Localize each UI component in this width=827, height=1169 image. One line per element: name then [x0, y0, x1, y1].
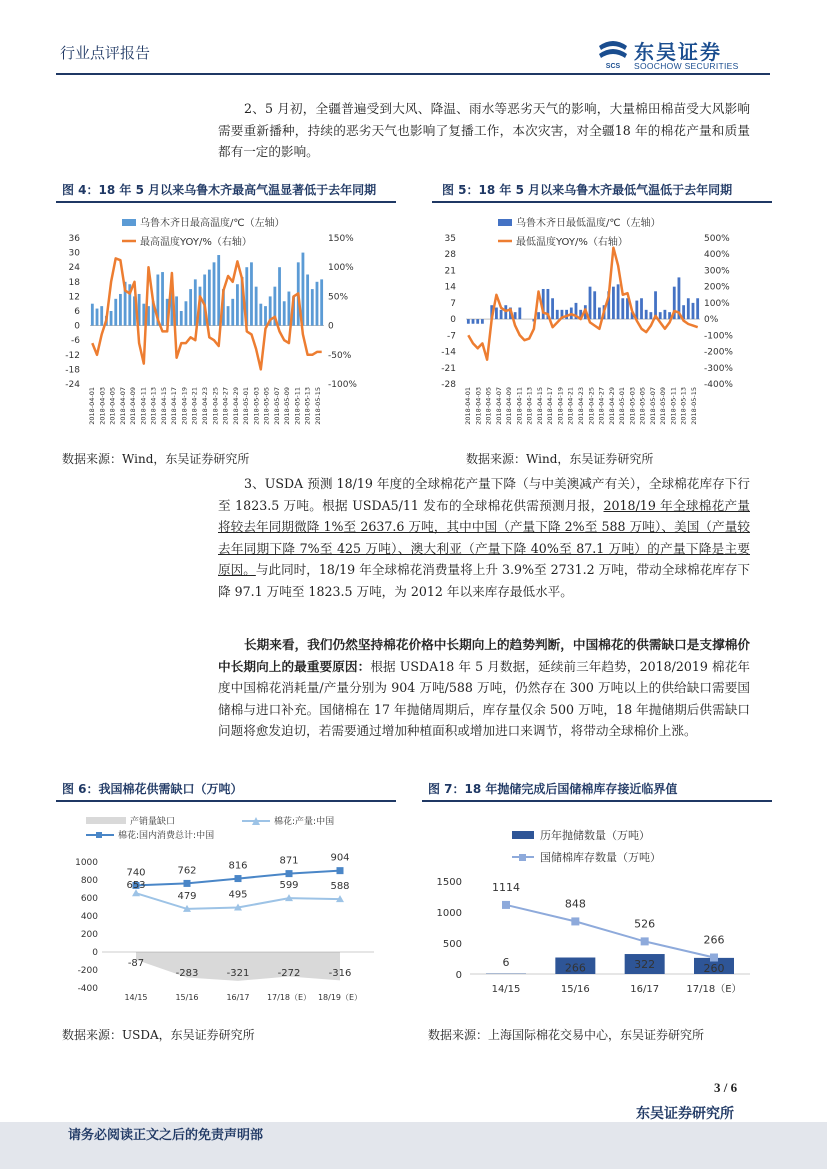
fig4-legend-bar-label: 乌鲁木齐日最高温度/℃（左轴）: [140, 218, 285, 229]
fig4-y-right-tick: 50%: [328, 292, 349, 303]
fig5-bar: [612, 287, 615, 319]
fig4-bar: [255, 287, 258, 326]
fig4-x-tick: 2018-04-27: [221, 387, 230, 425]
fig4-y-left-tick: 24: [68, 263, 80, 274]
fig7-legend-line-marker: [519, 854, 526, 861]
fig4-y-left-tick: -12: [65, 350, 80, 361]
fig7-bar-label: 266: [564, 961, 586, 975]
figure-6-title-rule: [56, 800, 396, 802]
paragraph-weather: [218, 98, 750, 163]
fig7-stock-label: 1114: [492, 880, 520, 894]
fig6-y-tick: 600: [80, 894, 98, 904]
fig4-y-left-tick: -6: [71, 336, 80, 347]
fig7-y-tick: 1500: [436, 877, 462, 888]
fig4-x-tick: 2018-04-13: [149, 387, 158, 425]
fig5-y-right-tick: 400%: [704, 250, 730, 261]
fig5-bar: [696, 298, 699, 319]
figure-5-title-rule: [432, 201, 772, 203]
logo-english: SOOCHOW SECURITIES: [634, 61, 739, 71]
fig5-bar: [593, 291, 596, 319]
fig4-bar: [189, 289, 192, 326]
fig5-legend-bar-swatch: [498, 219, 512, 226]
fig5-x-tick: 2018-05-05: [638, 387, 647, 425]
fig4-bar: [320, 279, 323, 325]
fig5-bar: [589, 287, 592, 319]
fig6-y-tick: -200: [77, 966, 98, 976]
fig6-gap-label: -272: [277, 968, 301, 979]
figure-5-title: 图 5：18 年 5 月以来乌鲁木齐最低气温低于去年同期: [442, 183, 733, 197]
fig5-y-left-tick: 35: [444, 234, 456, 244]
fig6-x-tick: 18/19（E）: [317, 993, 363, 1002]
fig5-bar: [649, 312, 652, 319]
fig4-x-tick: 2018-05-03: [252, 387, 261, 425]
fig4-bar: [161, 272, 164, 326]
fig4-bar: [278, 267, 281, 325]
footer-disclaimer: 请务必阅读正文之后的免责声明部: [68, 1128, 264, 1143]
figure-4-chart: [56, 206, 396, 441]
figure-5-chart: [432, 206, 772, 441]
figure-4-title: 图 4：18 年 5 月以来乌鲁木齐最高气温显著低于去年同期: [62, 183, 377, 197]
fig6-gap-label: -316: [328, 968, 352, 979]
fig4-y-right-tick: 0: [328, 321, 334, 332]
fig4-y-right-tick: 150%: [328, 234, 354, 244]
fig5-x-tick: 2018-04-03: [474, 387, 483, 425]
fig7-x-tick: 17/18（E）: [686, 984, 742, 995]
fig4-x-tick: 2018-04-07: [118, 387, 127, 425]
fig5-x-tick: 2018-05-11: [669, 387, 678, 425]
fig5-bar: [598, 308, 601, 320]
fig4-x-tick: 2018-04-05: [108, 387, 117, 425]
fig4-bar: [91, 304, 94, 326]
fig7-bar-label: 6: [502, 956, 510, 969]
fig5-x-tick: 2018-05-15: [690, 387, 698, 425]
logo-chinese: 东吴证券: [634, 40, 722, 64]
fig6-consumption-label: 871: [279, 855, 299, 867]
fig5-bar: [472, 319, 475, 324]
fig6-production-label: 588: [330, 881, 350, 893]
fig4-bar: [110, 311, 113, 326]
fig7-x-tick: 16/17: [630, 984, 660, 995]
fig5-bar: [640, 298, 643, 319]
fig4-bar: [227, 306, 230, 325]
fig6-gap-label: -321: [226, 968, 250, 979]
fig6-consumption-marker: [337, 867, 344, 874]
fig5-x-tick: 2018-05-03: [628, 387, 637, 425]
fig4-x-tick: 2018-05-13: [303, 387, 312, 425]
figure-4-source: 数据来源：Wind，东吴证券研究所: [62, 452, 250, 466]
fig4-bar: [114, 299, 117, 326]
fig7-stock-label: 266: [703, 933, 725, 947]
fig5-y-left-tick: 0: [450, 315, 456, 326]
fig4-bar: [213, 262, 216, 325]
fig4-bar: [316, 282, 319, 326]
fig6-x-tick: 14/15: [124, 993, 148, 1002]
fig5-x-tick: 2018-04-07: [494, 387, 503, 425]
fig5-legend-bar-label: 乌鲁木齐日最低温度/℃（左轴）: [516, 218, 661, 229]
fig7-stock-label: 848: [564, 897, 586, 911]
fig7-y-tick: 1000: [436, 908, 462, 919]
fig5-x-tick: 2018-04-19: [556, 387, 565, 425]
fig4-bar: [185, 301, 188, 325]
fig5-x-tick: 2018-04-01: [464, 387, 472, 425]
fig5-bar: [476, 319, 479, 324]
fig4-x-tick: 2018-05-11: [293, 387, 302, 425]
paragraph-usda-underlined: 2018/19 年全球棉花产量将较去年同期微降 1%至 2637.6 万吨，其中中国（产量下降 2%至 588 万吨）、美国（产量较去年同期下降 7%至 425 万吨）、澳大利亚（产量下降 40%至 87.1 万吨）的产量下降是主要原因。: [218, 497, 750, 577]
fig4-bar: [287, 292, 290, 326]
fig5-legend-line-label: 最低温度YOY/%（右轴）: [516, 237, 628, 248]
fig7-x-tick: 15/16: [560, 984, 590, 995]
fig4-bar: [236, 284, 239, 325]
fig6-y-tick: 1000: [75, 858, 98, 868]
fig5-y-right-tick: 0%: [704, 315, 719, 326]
fig5-bar: [687, 298, 690, 319]
fig6-consumption-marker: [235, 875, 242, 882]
fig5-y-right-tick: 300%: [704, 266, 730, 277]
fig4-y-left-tick: 18: [68, 277, 80, 288]
fig4-bar: [311, 289, 314, 326]
fig6-gap-label: -283: [175, 968, 199, 979]
figure-7-chart: [422, 806, 772, 1016]
figure-6-chart: [56, 806, 396, 1016]
fig4-bar: [250, 262, 253, 325]
company-logo: [596, 36, 766, 72]
fig4-bar: [306, 275, 309, 326]
fig5-y-left-tick: 7: [450, 298, 456, 309]
fig5-y-right-tick: -300%: [704, 363, 733, 374]
fig5-y-right-tick: 500%: [704, 234, 730, 244]
fig4-x-tick: 2018-04-09: [129, 387, 138, 425]
fig4-x-tick: 2018-04-29: [231, 387, 240, 425]
paragraph-usda-tail: 与此同时，18/19 年全球棉花消费量将上升 3.9%至 2731.2 万吨，带动全球棉花库存下降 97.1 万吨至 1823.5 万吨，为 2012 年以来库存最低水平。: [218, 562, 751, 599]
fig5-bar: [692, 303, 695, 319]
fig5-y-left-tick: -7: [447, 331, 456, 342]
fig4-bar: [208, 270, 211, 326]
fig6-legend-production-label: 棉花:产量:中国: [274, 817, 335, 827]
fig5-x-tick: 2018-04-13: [525, 387, 534, 425]
fig5-yoy-line: [468, 248, 697, 360]
fig7-bar-label: 322: [634, 958, 656, 972]
fig4-bar: [259, 304, 262, 326]
fig6-production-label: 653: [126, 880, 146, 892]
fig6-legend-gap-label: 产销量缺口: [130, 817, 176, 827]
fig5-x-tick: 2018-04-27: [597, 387, 606, 425]
fig4-x-tick: 2018-04-23: [201, 387, 209, 425]
fig6-legend-consumption-label: 棉花:国内消费总计:中国: [118, 831, 215, 841]
fig5-x-tick: 2018-04-29: [607, 387, 616, 425]
fig4-x-tick: 2018-04-15: [159, 387, 168, 425]
figure-4-title-rule: [56, 201, 396, 203]
report-type: 行业点评报告: [60, 44, 151, 62]
paragraph-outlook: [218, 634, 750, 742]
figure-6-title: 图 6：我国棉花供需缺口（万吨）: [62, 782, 243, 796]
fig7-stock-marker: [641, 937, 649, 945]
fig5-bar: [663, 310, 666, 319]
fig5-y-left-tick: 14: [444, 282, 456, 293]
fig5-bar: [659, 312, 662, 319]
fig5-x-tick: 2018-04-23: [577, 387, 585, 425]
fig4-bar: [217, 255, 220, 326]
fig5-x-tick: 2018-04-09: [505, 387, 514, 425]
fig4-bar: [100, 306, 103, 325]
fig5-x-tick: 2018-04-21: [566, 387, 575, 425]
fig5-y-right-tick: 200%: [704, 282, 730, 293]
fig7-stock-marker: [571, 917, 579, 925]
fig4-y-left-tick: -24: [65, 380, 80, 390]
fig4-x-tick: 2018-04-17: [170, 387, 179, 425]
fig4-legend-bar-swatch: [122, 219, 136, 226]
paragraph-usda: [218, 473, 750, 602]
fig4-x-tick: 2018-04-19: [180, 387, 189, 425]
fig7-legend-bar-swatch: [512, 831, 534, 839]
fig7-stock-marker: [710, 954, 718, 962]
fig4-x-tick: 2018-05-07: [272, 387, 281, 425]
fig5-x-tick: 2018-04-25: [587, 387, 596, 425]
fig4-bar: [231, 299, 234, 326]
figure-5-source: 数据来源：Wind，东吴证券研究所: [466, 452, 654, 466]
fig5-bar: [537, 312, 540, 319]
paragraph-usda-lead: 3、USDA 预测 18/19 年度的全球棉花产量下降（与中美澳减产有关），全球棉花库存下行至 1823.5 万吨。根据 USDA5/11 发布的全球棉花供需预测月报，: [218, 476, 750, 513]
fig7-x-tick: 14/15: [491, 984, 521, 995]
fig6-consumption-label: 740: [126, 867, 146, 879]
fig4-x-tick: 2018-04-25: [211, 387, 220, 425]
fig6-consumption-label: 762: [177, 865, 197, 877]
fig5-x-tick: 2018-05-13: [679, 387, 688, 425]
fig6-gap-label: -87: [127, 958, 145, 969]
footer-organization: 东吴证券研究所: [636, 1106, 734, 1122]
fig7-bar-label: 260: [703, 961, 725, 975]
fig4-bar: [283, 301, 286, 325]
fig5-bar: [467, 319, 470, 324]
fig5-y-left-tick: -21: [441, 363, 456, 374]
fig4-y-left-tick: 0: [74, 321, 80, 332]
fig4-y-left-tick: 30: [68, 248, 80, 259]
fig7-stock-label: 526: [634, 917, 656, 931]
fig6-x-tick: 16/17: [226, 993, 250, 1002]
fig6-y-tick: -400: [77, 984, 98, 994]
fig4-x-tick: 2018-05-05: [262, 387, 271, 425]
fig7-y-tick: 500: [442, 939, 462, 950]
fig6-y-tick: 200: [80, 930, 98, 940]
fig7-stock-line: [506, 905, 714, 958]
fig4-x-tick: 2018-04-03: [98, 387, 107, 425]
fig5-x-tick: 2018-04-15: [535, 387, 544, 425]
fig6-consumption-marker: [184, 880, 191, 887]
fig6-x-tick: 17/18（E）: [266, 993, 312, 1002]
fig5-bar: [495, 308, 498, 320]
figure-7-title: 图 7：18 年抛储完成后国储棉库存接近临界值: [428, 782, 678, 796]
fig6-production-label: 599: [279, 880, 299, 892]
fig6-production-label: 495: [228, 889, 248, 901]
logo-mark-icon: [596, 36, 630, 70]
fig4-x-tick: 2018-05-09: [283, 387, 292, 425]
fig5-y-right-tick: -400%: [704, 380, 733, 390]
fig4-x-tick: 2018-04-11: [139, 387, 148, 425]
figure-7-source: 数据来源：上海国际棉花交易中心，东吴证券研究所: [428, 1028, 705, 1042]
fig4-bar: [264, 306, 267, 325]
fig5-y-left-tick: -28: [441, 380, 456, 390]
fig5-bar: [556, 310, 559, 319]
fig4-y-left-tick: -18: [65, 365, 80, 376]
fig4-y-right-tick: -100%: [328, 380, 357, 390]
fig6-x-tick: 15/16: [175, 993, 199, 1002]
fig5-bar: [617, 284, 620, 319]
fig5-bar: [500, 310, 503, 319]
fig4-x-tick: 2018-04-21: [190, 387, 199, 425]
fig5-bar: [645, 310, 648, 319]
fig4-yoy-line: [92, 258, 321, 369]
page-number: 3 / 6: [714, 1080, 738, 1095]
fig4-y-right-tick: -50%: [328, 350, 352, 361]
fig4-y-left-tick: 6: [74, 307, 80, 317]
fig5-bar: [518, 308, 521, 320]
fig5-y-left-tick: 28: [444, 250, 456, 261]
fig4-bar: [180, 311, 183, 326]
fig7-legend-bar-label: 历年抛储数量（万吨）: [540, 829, 650, 842]
fig4-x-tick: 2018-04-01: [88, 387, 96, 425]
fig5-x-tick: 2018-04-11: [515, 387, 524, 425]
fig7-legend-line-label: 国储棉库存数量（万吨）: [540, 851, 661, 864]
fig4-bar: [119, 294, 122, 326]
fig6-legend-consumption-marker: [96, 832, 102, 838]
fig7-y-tick: 0: [455, 970, 462, 981]
fig6-y-tick: 800: [80, 876, 98, 886]
fig6-consumption-label: 816: [228, 860, 248, 872]
fig5-bar: [481, 319, 484, 324]
fig5-y-right-tick: -100%: [704, 331, 733, 342]
fig5-y-right-tick: -200%: [704, 347, 733, 358]
fig5-bar: [551, 298, 554, 319]
fig4-bar: [96, 309, 99, 326]
fig5-x-tick: 2018-04-17: [546, 387, 555, 425]
fig5-x-tick: 2018-05-09: [659, 387, 668, 425]
fig6-y-tick: 400: [80, 912, 98, 922]
fig5-x-tick: 2018-05-07: [648, 387, 657, 425]
figure-6-source: 数据来源：USDA，东吴证券研究所: [62, 1028, 255, 1042]
fig4-legend-line-label: 最高温度YOY/%（右轴）: [140, 237, 252, 248]
fig6-consumption-label: 904: [330, 852, 350, 864]
fig4-x-tick: 2018-05-15: [314, 387, 322, 425]
logo-badge-text: SCS: [605, 63, 621, 70]
fig6-consumption-marker: [286, 870, 293, 877]
fig5-bar: [621, 298, 624, 319]
fig5-y-left-tick: 21: [444, 266, 456, 277]
paragraph-outlook-bold: 长期来看，我们仍然坚持棉花价格中长期向上的趋势判断，中国棉花的供需缺口是支撑棉价中长期向上的最重要原因：: [218, 637, 750, 674]
figure-7-title-rule: [422, 800, 772, 802]
fig4-bar: [302, 253, 305, 326]
fig5-y-right-tick: 100%: [704, 298, 730, 309]
fig4-x-tick: 2018-05-01: [242, 387, 251, 425]
fig5-y-left-tick: -14: [441, 347, 456, 358]
fig4-y-left-tick: 36: [68, 234, 80, 244]
fig6-legend-gap-swatch: [86, 817, 126, 824]
fig4-y-right-tick: 100%: [328, 263, 354, 274]
fig7-stock-marker: [502, 901, 510, 909]
fig6-production-label: 479: [177, 890, 197, 902]
fig4-bar: [194, 279, 197, 325]
fig5-x-tick: 2018-04-05: [484, 387, 493, 425]
fig4-y-left-tick: 12: [68, 292, 80, 303]
header-divider: [56, 73, 770, 75]
paragraph-weather-text: 2、5 月初，全疆普遍受到大风、降温、雨水等恶劣天气的影响，大量棉田棉苗受大风影响需要重新播种，持续的恶劣天气也影响了复播工作，本次灾害，对全疆18 年的棉花产量和质量都有一定的影响。: [218, 101, 750, 159]
paragraph-outlook-text: 根据 USDA18 年 5 月数据，延续前三年趋势，2018/2019 棉花年度中国棉花消耗量/产量分别为 904 万吨/588 万吨，仍然存在 300 万吨以上的供给缺口需要国储棉与进口补充。国储棉在 17 年抛储周期后，库存量仅余 500 万吨，18 年抛储期后供需缺口问题将愈发迫切，若需要通过增加种植面积或增加进口来调节，将带动全球棉价上涨。: [218, 658, 750, 738]
fig5-x-tick: 2018-05-01: [618, 387, 627, 425]
fig6-y-tick: 0: [92, 948, 98, 958]
